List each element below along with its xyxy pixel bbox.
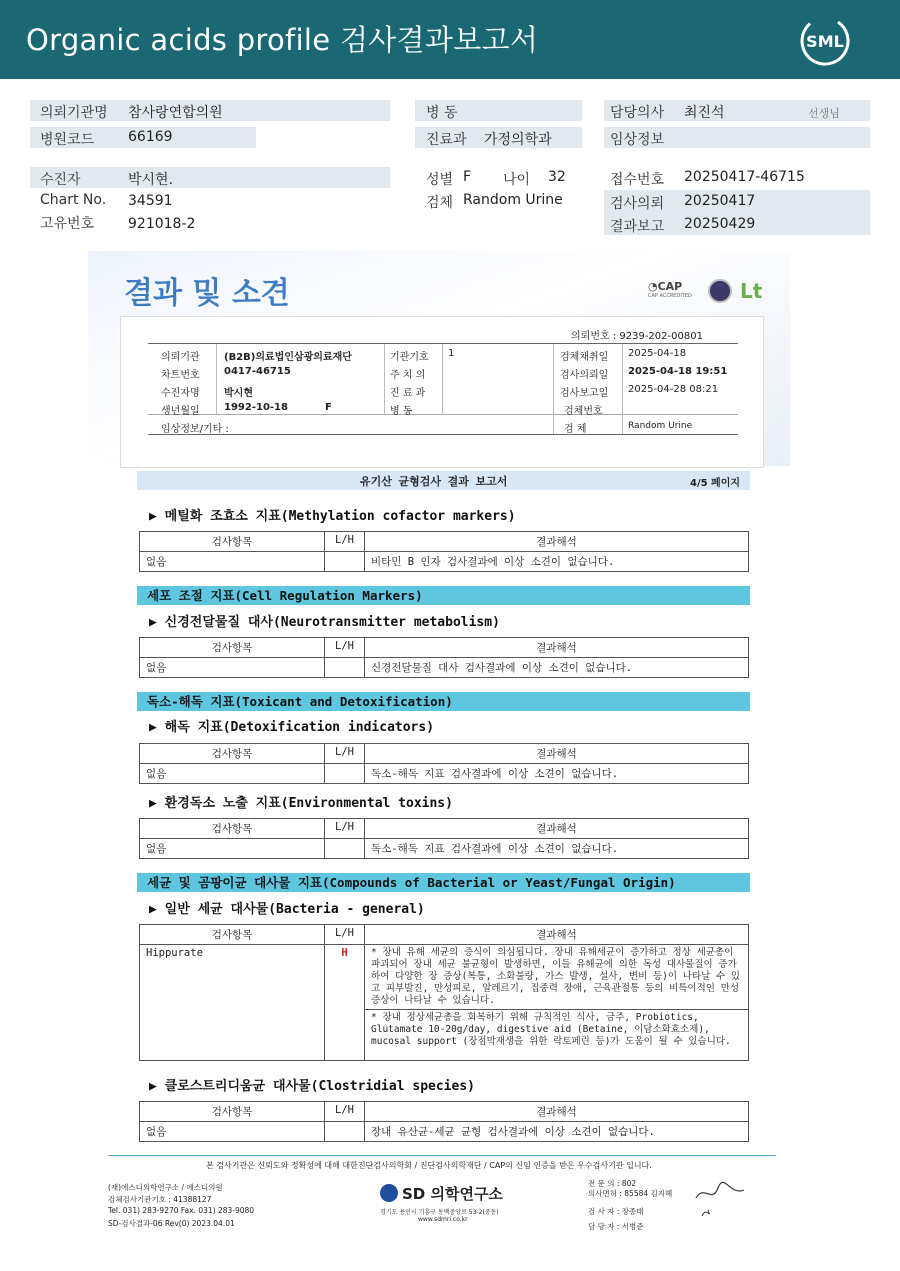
row4-label3: 검체번호 [564,406,603,417]
reception-value: 20250417-46715 [684,169,805,185]
age-value: 32 [548,169,566,185]
item-cell: 없음 [140,1122,325,1142]
footer-right-3: 검 사 자 : 장종태 [588,1207,644,1216]
clinical-note-label: 임상정보/기타 : [161,424,229,435]
sex-value: F [463,169,472,185]
unique-label: 고유번호 [40,216,95,232]
col-result: 결과해석 [365,1102,749,1122]
col-item: 검사항목 [140,925,325,945]
row3-label1: 수진자명 [161,388,200,399]
methylation-table [139,531,749,572]
col-item: 검사항목 [140,638,325,658]
footer-notice: 본 검사기관은 신뢰도와 정확성에 대해 대한진단검사의학회 / 진단검사의학재단 / CAP의 신임 인증을 받은 우수검사기관 입니다. [206,1161,652,1170]
result-cell: 독소-해독 지표 검사결과에 이상 소견이 없습니다. [365,839,749,859]
table-top-rule [148,343,738,344]
row1-value1: (B2B)의료법인삼광의료재단 [224,352,352,363]
footer-left-3: Tel. 031) 283-9270 Fax. 031) 283-9080 [108,1206,255,1215]
table-vline [622,344,623,434]
section-methylation-title: ▶ 메틸화 조효소 지표(Methylation cofactor markers) [149,509,516,524]
lab-logo-icon: Lt [740,279,763,303]
result-cell: 비타민 B 인자 검사결과에 이상 소견이 없습니다. [365,552,749,572]
footer-web: www.sdmri.co.kr [418,1216,468,1223]
row3-value1: 박시현 [224,388,253,399]
col-item: 검사항목 [140,532,325,552]
footer-address: 경기도 용인시 기흥구 동백중앙로 53-2(중동) [380,1209,499,1216]
row4-label2: 병 동 [390,406,413,417]
col-lh: L/H [325,819,365,839]
col-result: 결과해석 [365,819,749,839]
result-cell: 장내 유산균-세균 균형 검사결과에 이상 소견이 없습니다. [365,1122,749,1142]
section-detox-title: ▶ 해독 지표(Detoxification indicators) [149,720,435,735]
request-number: 의뢰번호 : 9239-202-00801 [571,331,703,342]
col-lh: L/H [325,532,365,552]
row3-label3: 검사보고일 [560,388,609,399]
patient-value: 박시현. [128,172,174,188]
lh-cell [325,764,365,784]
col-lh: L/H [325,925,365,945]
doctor-suffix: 선생님 [808,107,840,120]
doc-title: 유기산 균형검사 결과 보고서 [360,475,508,488]
footer-right-2: 의사면허 : 85584 김지혜 [588,1189,673,1198]
item-cell: 없음 [140,658,325,678]
item-hippurate: Hippurate [140,945,325,1061]
clostridial-table [139,1101,749,1142]
specimen-label: 검체 [426,195,454,211]
sex-label: 성별 [426,172,454,188]
clinical-label: 임상정보 [610,132,665,148]
col-item: 검사항목 [140,744,325,764]
row3-value3: 2025-04-28 08:21 [628,384,719,395]
footer-rule [108,1155,776,1156]
environmental-table [139,818,749,859]
row2-label1: 차트번호 [161,370,200,381]
footer-right-1: 전 문 의 : 802 [588,1179,637,1188]
col-result: 결과해석 [365,638,749,658]
item-cell: 없음 [140,764,325,784]
row2-value1: 0417-46715 [224,366,291,377]
ward-label: 병 동 [426,105,458,121]
bacteria-table [139,924,749,1061]
section-environmental-title: ▶ 환경독소 노출 지표(Environmental toxins) [149,796,453,811]
hospital-code-value: 66169 [128,129,173,145]
section-clostridial-title: ▶ 클로스트리디움균 대사물(Clostridial species) [149,1079,475,1094]
chart-label: Chart No. [40,192,107,208]
neurotransmitter-table [139,637,749,678]
patient-label: 수진자 [40,172,81,188]
row1-label1: 의뢰기관 [161,352,200,363]
result-cell: 신경전달물질 대사 검사결과에 이상 소견이 없습니다. [365,658,749,678]
chart-value: 34591 [128,193,173,209]
row1-value2: 1 [448,348,455,359]
dept-value: 가정의학과 [484,132,552,148]
section-neurotransmitter-title: ▶ 신경전달물질 대사(Neurotransmitter metabolism) [149,615,500,630]
lh-cell [325,552,365,572]
col-result: 결과해석 [365,744,749,764]
report-label: 결과보고 [610,219,665,235]
seal-icon [708,279,732,303]
footer-brand: SD 의학연구소 [402,1185,503,1203]
band-cell-regulation: 세포 조절 지표(Cell Regulation Markers) [137,586,750,605]
col-item: 검사항목 [140,819,325,839]
specimen-value-row: Random Urine [628,421,693,431]
patient-bar [30,167,390,188]
band-bacterial: 세균 및 곰팡이균 대사물 지표(Compounds of Bacterial or Yeast/Fungal Origin) [137,873,750,892]
table-bottom-rule [148,434,738,435]
col-item: 검사항목 [140,1102,325,1122]
footer-right-4: 담 당 자 : 서병준 [588,1222,644,1231]
flag-high: H [325,945,365,1061]
result-cell-2: * 장내 정상세균총을 회복하기 위해 규칙적인 식사, 금주, Probiotics, Glutamate 10-20g/day, digestive aid (Betaine, 이담소화효소제), mucosal support (장점막재생을 위한 락토페린 등)가 도움이 될 수 있습니다. [365,1010,749,1061]
page-title: Organic acids profile 검사결과보고서 [26,23,539,57]
row1-label2: 기관기호 [390,352,429,363]
item-cell: 없음 [140,552,325,572]
reception-label: 접수번호 [610,172,665,188]
page-number: 4/5 페이지 [690,478,741,489]
row1-value3: 2025-04-18 [628,348,687,359]
doctor-label: 담당의사 [610,105,665,121]
row2-label3: 검사의뢰일 [560,370,609,381]
institution-value: 참사랑연합의원 [128,105,223,121]
row3-label2: 진 료 과 [390,388,426,399]
logo-text: SML [806,32,844,51]
dept-label: 진료과 [426,132,467,148]
lh-cell [325,658,365,678]
lh-cell [325,839,365,859]
signature-image [690,1176,750,1226]
footer-left-4: SD-검사결과-06 Rev(0) 2023.04.01 [108,1219,235,1228]
result-cell: 독소-해독 지표 검사결과에 이상 소견이 없습니다. [365,764,749,784]
institution-label: 의뢰기관명 [40,105,108,121]
hospital-code-label: 병원코드 [40,132,95,148]
row4-sex: F [325,402,332,413]
report-value: 20250429 [684,216,756,232]
cap-logo: ◔CAP CAP ACCREDITED [648,280,692,299]
col-lh: L/H [325,744,365,764]
col-result: 결과해석 [365,532,749,552]
specimen-value: Random Urine [463,192,563,208]
row1-label3: 검체채취일 [560,352,609,363]
table-vline [384,344,385,414]
report-title: 결과 및 소견 [124,276,290,311]
lh-cell [325,1122,365,1142]
sml-logo [798,14,852,68]
row2-label2: 주 치 의 [390,370,426,381]
request-label: 검사의뢰 [610,196,665,212]
unique-value: 921018-2 [128,216,196,232]
request-value: 20250417 [684,193,756,209]
sd-logo-icon [380,1184,398,1202]
row2-value3: 2025-04-18 19:51 [628,366,728,377]
age-label: 나이 [503,172,531,188]
footer-left-1: (재)에스디의학연구소 / 에스디의원 [108,1183,223,1192]
col-result: 결과해석 [365,925,749,945]
result-cell-1: * 장내 유해 세균의 증식이 의심됩니다. 장내 유해세균이 증가하고 정상 세균총이 파괴되어 장내 세균 불균형이 발생하면, 이들 유해균에 의한 독성 대사물질이 증가하여 다양한 장 증상(복통, 소화불량, 가스 발생, 설사, 변비 등)이 나타날 수 있고 피부발진, 만성피로, 알레르기, 집중력 장애, 근육관절통 등의 비특이적인 만성증상이 나타날 수 있습니다. [365,945,749,1010]
col-lh: L/H [325,638,365,658]
detox-table [139,743,749,784]
row4-label1: 생년월일 [161,406,200,417]
table-vline [442,344,443,414]
table-vline [216,344,217,414]
footer-left-2: 검체검사기관기호 : 41388127 [108,1195,212,1204]
row4-value1: 1992-10-18 [224,402,288,413]
item-cell: 없음 [140,839,325,859]
doctor-value: 최진석 [684,105,725,121]
table-vline [553,344,554,434]
section-bacteria-title: ▶ 일반 세균 대사물(Bacteria - general) [149,902,425,917]
band-toxicant: 독소-해독 지표(Toxicant and Detoxification) [137,692,750,711]
specimen-label-row: 검 체 [564,424,587,435]
table-mid-rule [148,414,738,415]
col-lh: L/H [325,1102,365,1122]
